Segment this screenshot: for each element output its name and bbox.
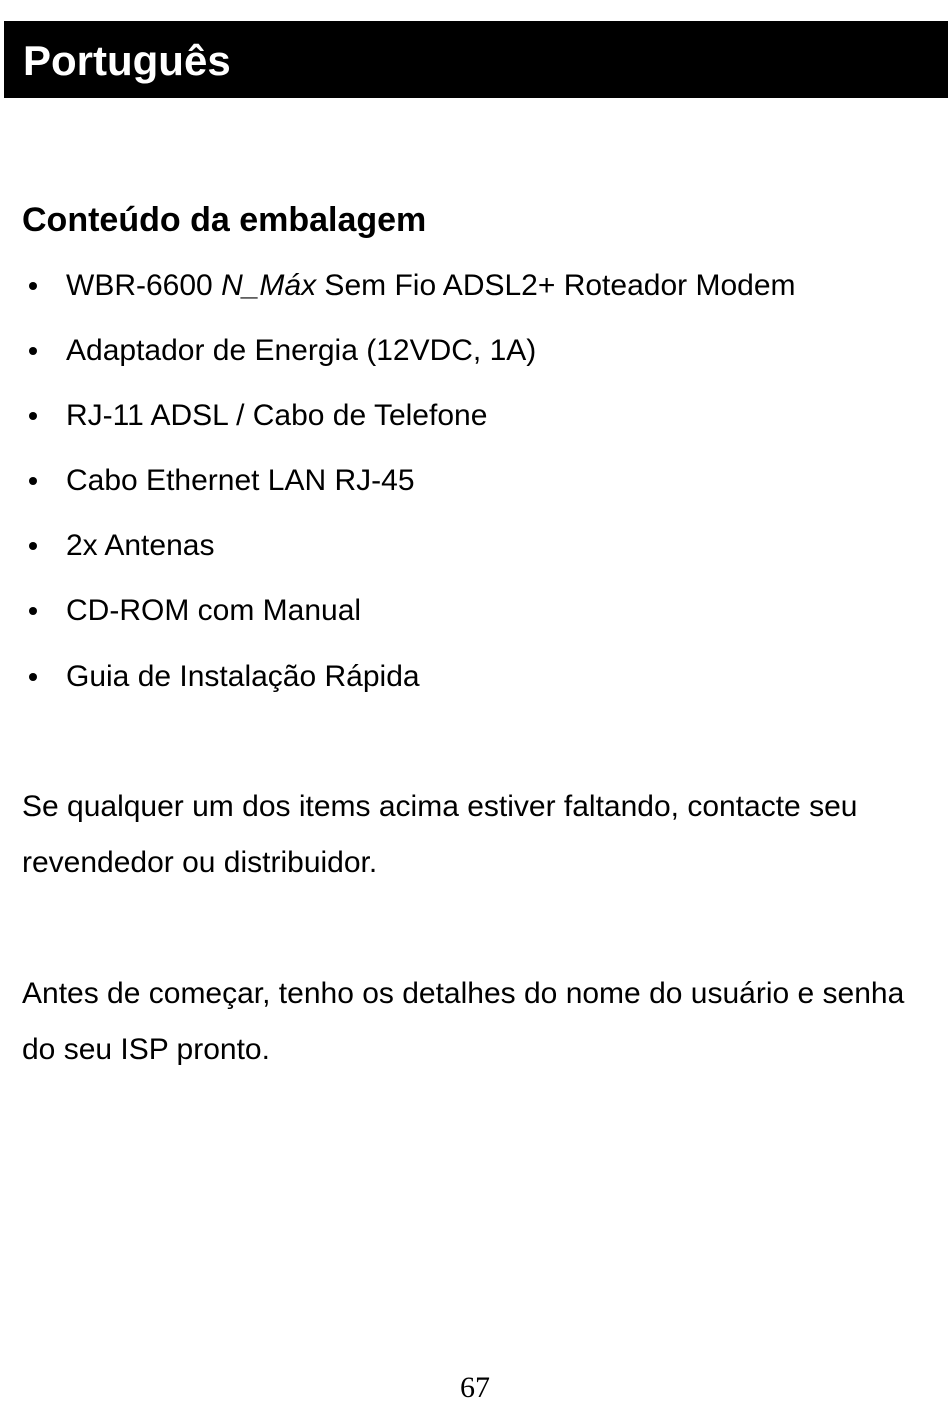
list-item-text: Cabo Ethernet LAN RJ-45	[66, 464, 415, 497]
list-item	[0, 266, 900, 306]
page-number: 67	[460, 1371, 490, 1404]
list-item	[0, 461, 900, 501]
list-item-text: RJ-11 ADSL / Cabo de Telefone	[66, 399, 488, 432]
bullet-icon	[29, 347, 37, 355]
bullet-icon	[29, 477, 37, 485]
list-item-text: CD-ROM com Manual	[66, 594, 362, 627]
list-item	[0, 396, 900, 436]
before-start-paragraph: Antes de começar, tenho os detalhes do nome do usuário e senha do seu ISP pronto.	[22, 977, 905, 1066]
language-title: Português	[23, 37, 231, 84]
list-item	[0, 657, 900, 697]
bullet-icon	[29, 673, 37, 681]
list-item	[0, 526, 900, 566]
product-name-italic: N_Máx	[221, 269, 317, 302]
bullet-icon	[29, 542, 37, 550]
list-item-text: WBR-6600 N_Máx Sem Fio ADSL2+ Roteador Modem	[66, 269, 796, 302]
language-header-bar	[4, 21, 948, 98]
package-contents-title: Conteúdo da embalagem	[22, 201, 427, 239]
list-item-text: Guia de Instalação Rápida	[66, 660, 420, 693]
bullet-icon	[29, 412, 37, 420]
missing-items-paragraph: Se qualquer um dos items acima estiver faltando, contacte seu revendedor ou distribuidor.	[22, 790, 858, 879]
list-item	[0, 331, 900, 371]
list-item-text: 2x Antenas	[66, 529, 215, 562]
list-item	[0, 591, 900, 631]
bullet-icon	[29, 607, 37, 615]
list-item-text: Adaptador de Energia (12VDC, 1A)	[66, 334, 537, 367]
bullet-icon	[29, 282, 37, 290]
